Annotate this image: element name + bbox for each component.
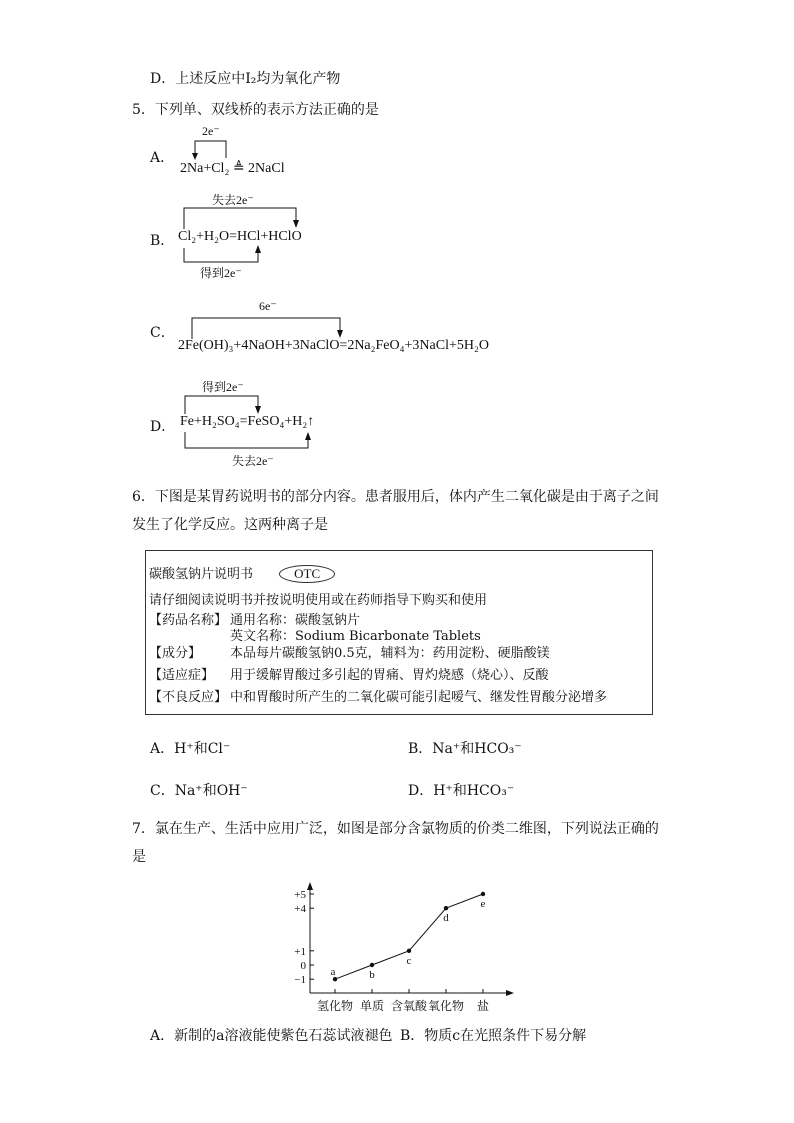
q5-c-equation: 2Fe(OH)₃+4NaOH+3NaClO=2Na₂FeO₄+3NaCl+5H₂O bbox=[178, 338, 489, 353]
q5-c-top-label: 6e⁻ bbox=[259, 299, 277, 313]
y-tick-label: +1 bbox=[294, 945, 306, 958]
q5-b-top-label: 失去2e⁻ bbox=[212, 193, 254, 207]
valence-class-chart bbox=[270, 878, 520, 1013]
q7-stem-line1: 7．氯在生产、生活中应用广泛，如图是部分含氯物质的价类二维图，下列说法正确的 bbox=[132, 821, 659, 837]
leaflet-comp-val: 本品每片碳酸氢钠0.5克，辅料为：药用淀粉、硬脂酸镁 bbox=[230, 646, 550, 661]
leaflet-comp-key: 【成分】 bbox=[149, 646, 202, 661]
leaflet-adv-key: 【不良反应】 bbox=[149, 690, 228, 705]
q5-d-equation: Fe+H₂SO₄=FeSO₄+H₂↑ bbox=[180, 414, 315, 429]
leaflet-title: 碳酸氢钠片说明书 bbox=[149, 567, 254, 582]
x-tick-label: 含氧酸 bbox=[390, 999, 428, 1013]
data-point-b bbox=[370, 963, 374, 967]
drug-leaflet-box bbox=[145, 550, 653, 715]
y-tick-label: +5 bbox=[294, 889, 306, 901]
q5-a-top-label: 2e⁻ bbox=[202, 124, 220, 138]
leaflet-name-cn: 通用名称：碳酸氢钠片 bbox=[230, 613, 361, 628]
q6-option-d: D．H⁺和HCO₃⁻ bbox=[408, 783, 515, 799]
q5-a-equation: 2Na+Cl₂ ≜ 2NaCl bbox=[180, 161, 285, 176]
x-axis-arrow bbox=[506, 990, 514, 996]
leaflet-name-en: 英文名称：Sodium Bicarbonate Tablets bbox=[230, 629, 481, 644]
q5-c-label: C． bbox=[150, 325, 175, 341]
q6-option-c: C．Na⁺和OH⁻ bbox=[150, 783, 248, 799]
y-axis-arrow bbox=[307, 882, 313, 890]
y-tick-label: +4 bbox=[294, 903, 306, 916]
leaflet-adv-val: 中和胃酸时所产生的二氧化碳可能引起嗳气、继发性胃酸分泌增多 bbox=[230, 690, 608, 705]
leaflet-ind-val: 用于缓解胃酸过多引起的胃痛、胃灼烧感（烧心）、反酸 bbox=[230, 668, 549, 683]
q5-d-label: D． bbox=[150, 419, 176, 435]
q7-option-a: A．新制的a溶液能使紫色石蕊试液褪色 bbox=[150, 1028, 393, 1044]
data-point-d bbox=[444, 906, 448, 910]
q5-b-bottom-label: 得到2e⁻ bbox=[200, 266, 242, 280]
x-tick-label: 盐 bbox=[476, 999, 490, 1013]
q6-option-b: B．Na⁺和HCO₃⁻ bbox=[408, 741, 522, 757]
leaflet-ind-key: 【适应症】 bbox=[149, 668, 215, 683]
leaflet-instruction: 请仔细阅读说明书并按说明使用或在药师指导下购买和使用 bbox=[149, 593, 488, 608]
q5-d-top-label: 得到2e⁻ bbox=[202, 380, 244, 394]
q6-stem-line2: 发生了化学反应。这两种离子是 bbox=[132, 517, 328, 533]
q5-b-equation: Cl₂+H₂O=HCl+HClO bbox=[178, 229, 302, 244]
q5-d-arrows bbox=[0, 0, 1, 1]
q5-d-bottom-label: 失去2e⁻ bbox=[232, 454, 274, 468]
x-tick-label: 单质 bbox=[359, 999, 385, 1013]
data-label-e: e bbox=[480, 898, 486, 910]
q7-option-b: B．物质c在光照条件下易分解 bbox=[400, 1028, 587, 1044]
data-label-b: b bbox=[369, 969, 375, 981]
data-point-e bbox=[481, 892, 485, 896]
q6-stem-line1: 6．下图是某胃药说明书的部分内容。患者服用后，体内产生二氧化碳是由于离子之间 bbox=[132, 489, 659, 505]
otc-badge: OTC bbox=[279, 565, 335, 583]
data-point-c bbox=[407, 949, 411, 953]
q7-stem-line2: 是 bbox=[132, 849, 146, 865]
q4-option-d: D．上述反应中I₂均为氧化产物 bbox=[150, 71, 341, 87]
data-label-c: c bbox=[406, 954, 412, 967]
data-label-d: d bbox=[443, 912, 449, 925]
x-tick-label: 氧化物 bbox=[427, 999, 465, 1013]
q5-stem: 5．下列单、双线桥的表示方法正确的是 bbox=[132, 102, 379, 118]
q5-a-label: A． bbox=[150, 150, 175, 166]
leaflet-title-row bbox=[149, 563, 335, 583]
x-tick-label: 氢化物 bbox=[316, 999, 354, 1013]
y-tick-label: 0 bbox=[300, 960, 306, 972]
q5-b-label: B． bbox=[150, 233, 175, 249]
q6-option-a: A．H⁺和Cl⁻ bbox=[150, 741, 231, 757]
data-label-a: a bbox=[330, 966, 336, 979]
leaflet-name-key: 【药品名称】 bbox=[149, 613, 228, 628]
y-tick-label: −1 bbox=[294, 974, 306, 987]
